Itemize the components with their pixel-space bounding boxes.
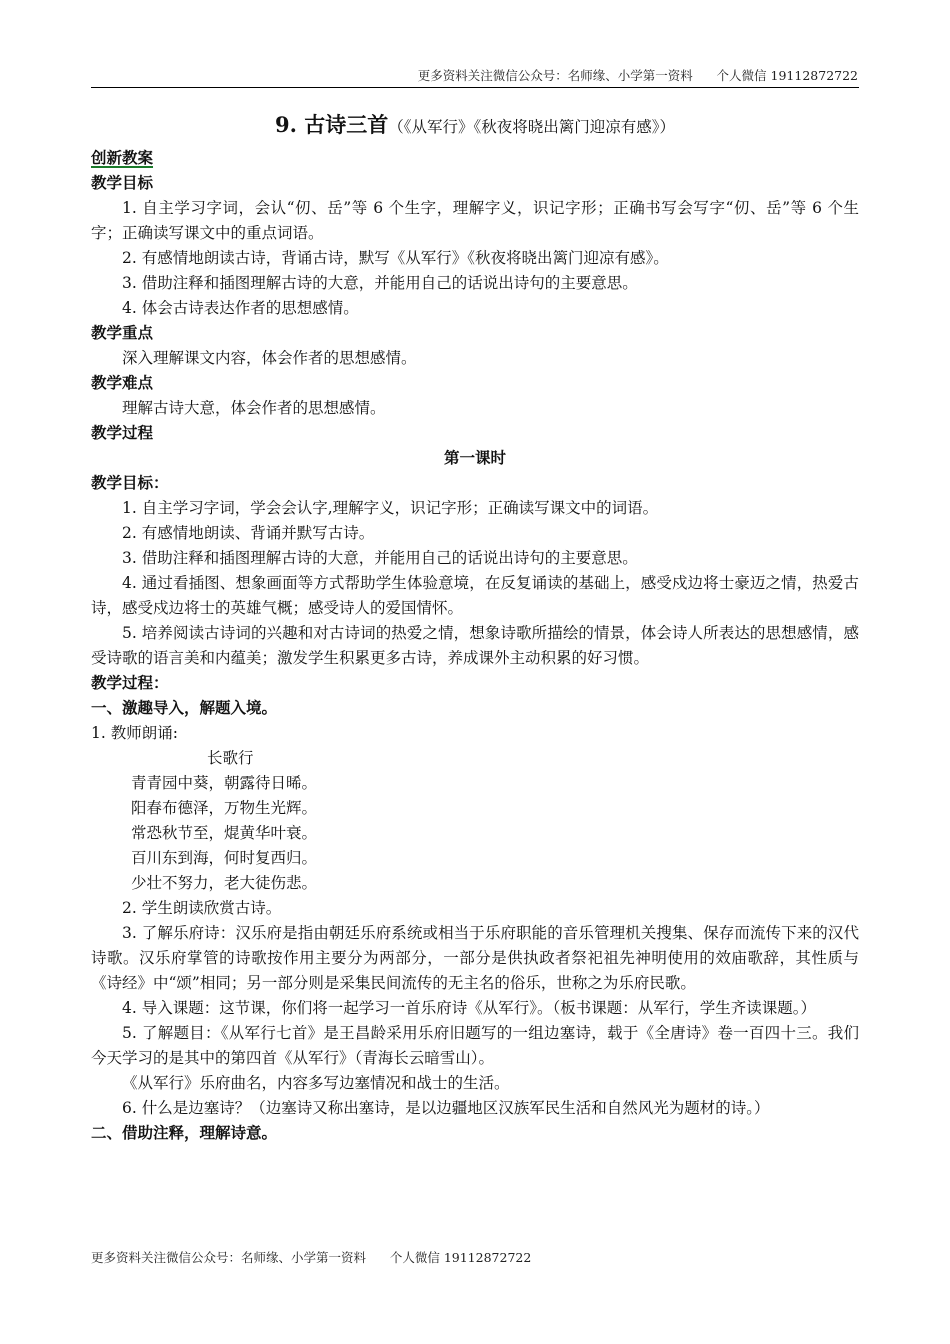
poem-line: 常恐秋节至，焜黄华叶衰。: [131, 824, 318, 842]
poem-line: 阳春布德泽，万物生光辉。: [131, 799, 318, 817]
innovation-heading: 创新教案: [91, 149, 154, 167]
lesson-goal-item: 4. 通过看插图、想象画面等方式帮助学生体验意境，在反复诵读的基础上，感受戍边将士豪迈之情，热爱古诗，感受戍边将士的英雄气概；感受诗人的爱国情怀。: [91, 574, 859, 617]
difficulty-text: 理解古诗大意，体会作者的思想感情。: [122, 399, 386, 417]
poem-line: 百川东到海，何时复西归。: [131, 849, 318, 867]
lesson-title: 第一课时: [443, 449, 506, 467]
part1-item: 4. 导入课题：这节课，你们将一起学习一首乐府诗《从军行》。（板书课题：从军行，学生齐读课题。）: [122, 999, 816, 1017]
part1-item: 5. 了解题目：《从军行七首》是王昌龄采用乐府旧题写的一组边塞诗，载于《全唐诗》卷一百四十三。我们今天学习的是其中的第四首《从军行》（青海长云暗雪山）。: [91, 1024, 859, 1067]
goals-heading: 教学目标: [91, 174, 154, 192]
process-heading: 教学过程: [91, 424, 154, 442]
poem-line: 少壮不努力，老大徒伤悲。: [131, 874, 318, 892]
page-header: 更多资料关注微信公众号：名师缘、小学第一资料 个人微信 19112872722: [417, 68, 858, 83]
goal-item: 2. 有感情地朗读古诗，背诵古诗，默写《从军行》《秋夜将晓出篱门迎凉有感》。: [122, 249, 669, 267]
part1-item: 2. 学生朗读欣赏古诗。: [122, 899, 282, 917]
lesson-goal-item: 2. 有感情地朗读、背诵并默写古诗。: [122, 524, 375, 542]
lesson-goal-item: 5. 培养阅读古诗词的兴趣和对古诗词的热爱之情，想象诗歌所描绘的情景，体会诗人所表达的思想感情，感受诗歌的语言美和内蕴美；激发学生积累更多古诗，养成课外主动积累的好习惯。: [91, 624, 859, 667]
part2-heading: 二、借助注释，理解诗意。: [91, 1124, 278, 1142]
part1-heading: 一、激趣导入，解题入境。: [91, 699, 278, 717]
goal-item: 1. 自主学习字词，会认“仞、岳”等 6 个生字，理解字义，识记字形；正确书写会写字“仞、岳”等 6 个生字；正确读写课文中的重点词语。: [91, 199, 859, 242]
teacher-read-label: 1. 教师朗诵:: [91, 724, 178, 742]
document-body: [91, 110, 859, 1146]
part1-item: 6. 什么是边塞诗？（边塞诗又称出塞诗，是以边疆地区汉族军民生活和自然风光为题材的诗。）: [122, 1099, 770, 1117]
poem-line: 青青园中葵，朝露待日晞。: [131, 774, 318, 792]
title-main: 9. 古诗三首: [275, 112, 389, 137]
part1-item: 3. 了解乐府诗：汉乐府是指由朝廷乐府系统或相当于乐府职能的音乐管理机关搜集、保存而流传下来的汉代诗歌。汉乐府掌管的诗歌按作用主要分为两部分，一部分是供执政者祭祀祖先神明使用的效庙歌辞，其性质与《诗经》中“颂”相同；另一部分则是采集民间流传的无主名的俗乐，世称之为乐府民歌。: [91, 924, 859, 992]
document-title: [91, 110, 859, 142]
part1-item: 《从军行》乐府曲名，内容多写边塞情况和战士的生活。: [122, 1074, 510, 1092]
title-subtitle: （《从军行》《秋夜将晓出篱门迎凉有感》）: [388, 118, 675, 136]
page-footer: 更多资料关注微信公众号：名师缘、小学第一资料 个人微信 19112872722: [91, 1250, 532, 1265]
key-text: 深入理解课文内容，体会作者的思想感情。: [122, 349, 417, 367]
header-divider: [91, 87, 859, 88]
lesson-goal-item: 1. 自主学习字词，学会会认字,理解字义，识记字形；正确读写课文中的词语。: [122, 499, 659, 517]
difficulty-heading: 教学难点: [91, 374, 154, 392]
goal-item: 4. 体会古诗表达作者的思想感情。: [122, 299, 359, 317]
poem-title: 长歌行: [207, 749, 254, 767]
goal-item: 3. 借助注释和插图理解古诗的大意，并能用自己的话说出诗句的主要意思。: [122, 274, 638, 292]
lesson-goal-item: 3. 借助注释和插图理解古诗的大意，并能用自己的话说出诗句的主要意思。: [122, 549, 638, 567]
key-heading: 教学重点: [91, 324, 154, 342]
lesson-goals-heading: 教学目标：: [91, 474, 169, 492]
lesson-process-heading: 教学过程：: [91, 674, 169, 692]
